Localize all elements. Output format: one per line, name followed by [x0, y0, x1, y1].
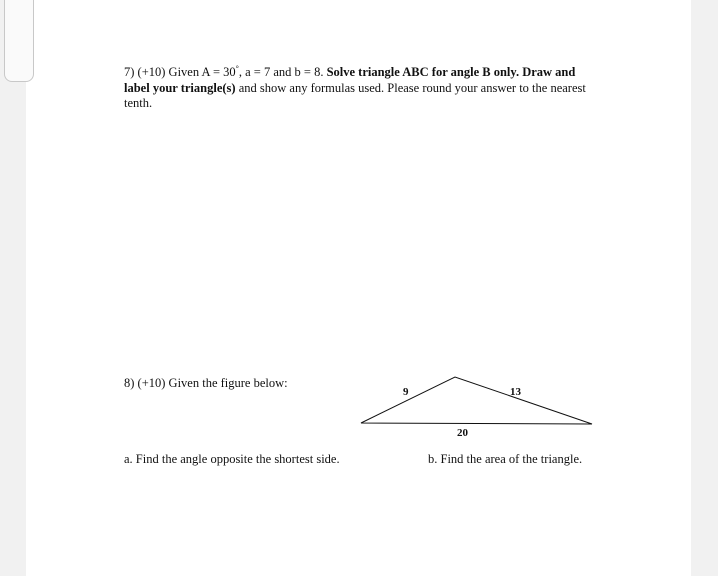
side-label-9: 9 — [403, 386, 409, 398]
triangle-shape — [361, 377, 592, 424]
question-8-text: Given the figure below: — [168, 376, 288, 390]
question-7-given: Given A = 30 — [168, 65, 236, 80]
side-label-20: 20 — [457, 427, 468, 439]
question-8 — [124, 376, 288, 391]
document-page — [26, 0, 691, 576]
part-b: b. Find the area of the triangle. — [428, 452, 583, 466]
degree-symbol: ° — [235, 64, 239, 73]
part-a: a. Find the angle opposite the shortest side. — [124, 452, 340, 466]
triangle-figure — [351, 368, 601, 443]
question-7 — [124, 61, 594, 112]
side-label-13: 13 — [510, 386, 521, 398]
question-7-given-values: , a = 7 and b = 8. — [238, 65, 324, 80]
question-8-number: 8) (+10) — [124, 376, 166, 390]
question-7-rest: and show any formulas used. Please round your answer to the nearest tenth. — [124, 80, 586, 111]
question-7-instruction: Solve triangle ABC for angle B only. Draw and label your triangle(s) — [124, 65, 576, 95]
question-7-number: 7) (+10) — [124, 65, 166, 80]
side-panel-edge[interactable] — [4, 0, 34, 82]
